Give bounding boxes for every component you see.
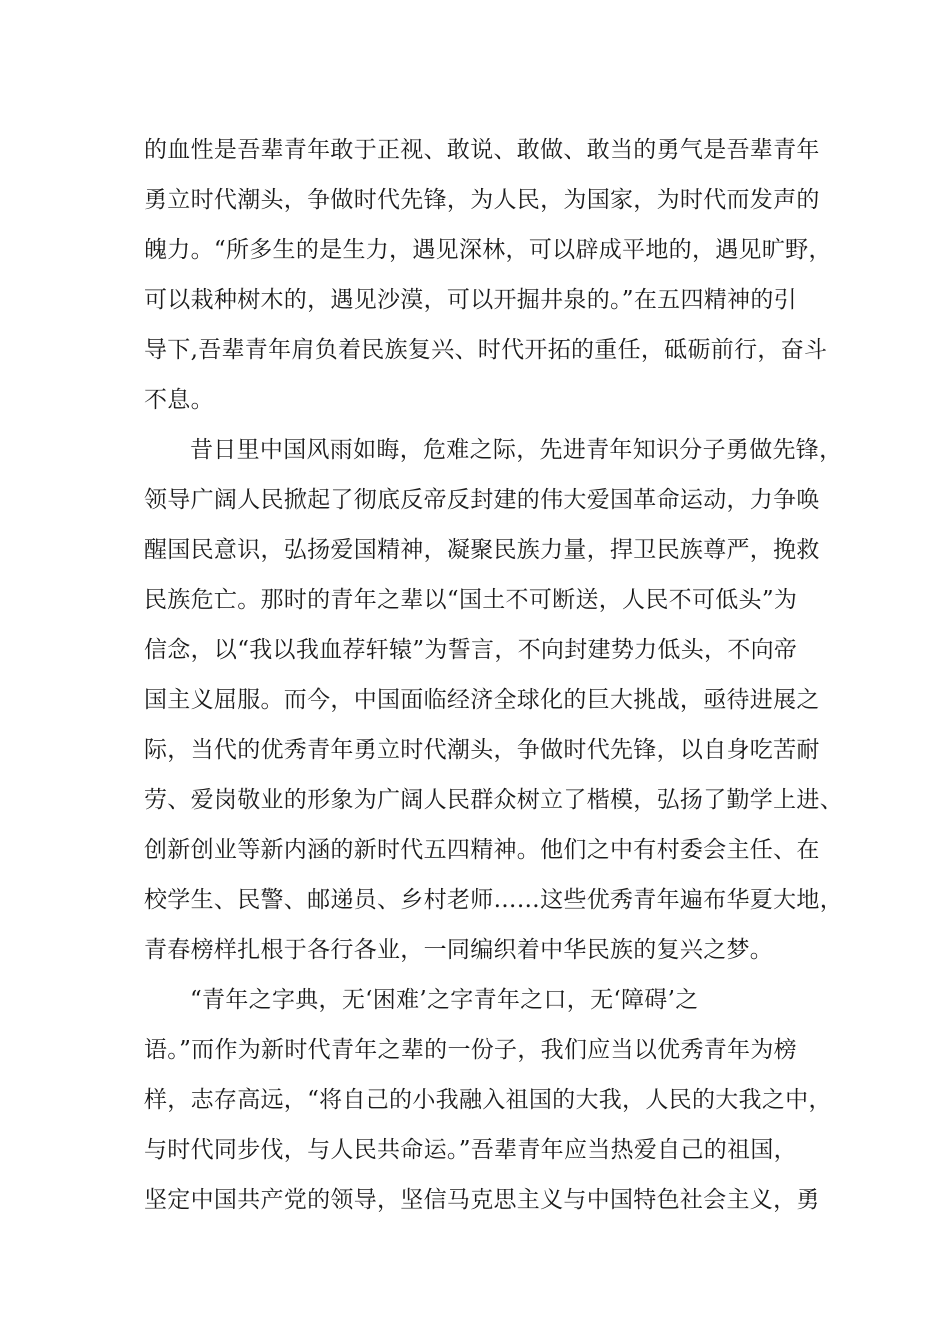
text-line: 领导广阔人民掀起了彻底反帝反封建的伟大爱国革命运动，力争唤 (144, 487, 820, 513)
text-line: 坚定中国共产党的领导，坚信马克思主义与中国特色社会主义，勇 (144, 1187, 820, 1213)
text-line: 导下,吾辈青年肩负着民族复兴、时代开拓的重任，砥砺前行，奋斗 (144, 337, 828, 363)
text-line: 国主义屈服。而今，中国面临经济全球化的巨大挑战，亟待进展之 (144, 687, 820, 713)
text-line: 样，志存高远，“将自己的小我融入祖国的大我，人民的大我之中， (144, 1087, 832, 1113)
text-line: “青年之字典，无‘困难’之字青年之口，无‘障碍’之 (190, 987, 699, 1013)
text-line: 魄力。“所多生的是生力，遇见深林，可以辟成平地的，遇见旷野， (144, 237, 832, 263)
text-line: 勇立时代潮头，争做时代先锋，为人民，为国家，为时代而发声的 (144, 187, 820, 213)
text-line: 可以栽种树木的，遇见沙漠，可以开掘井泉的。”在五四精神的引 (144, 287, 797, 313)
text-line: 醒国民意识，弘扬爱国精神，凝聚民族力量，捍卫民族尊严，挽救 (144, 537, 820, 563)
text-line: 语。”而作为新时代青年之辈的一份子，我们应当以优秀青年为榜 (144, 1037, 797, 1063)
text-line: 校学生、民警、邮递员、乡村老师……这些优秀青年遍布华夏大地， (144, 887, 843, 913)
text-line: 劳、爱岗敬业的形象为广阔人民群众树立了楷模，弘扬了勤学上进、 (144, 787, 843, 813)
text-line: 与时代同步伐，与人民共命运。”吾辈青年应当热爱自己的祖国， (144, 1137, 797, 1163)
text-line: 昔日里中国风雨如晦，危难之际，先进青年知识分子勇做先锋， (190, 437, 843, 463)
text-line: 创新创业等新内涵的新时代五四精神。他们之中有村委会主任、在 (144, 837, 820, 863)
text-line: 不息。 (144, 387, 214, 413)
text-line: 民族危亡。那时的青年之辈以“国土不可断送，人民不可低头”为 (144, 587, 798, 613)
text-line: 信念，以“我以我血荐轩辕”为誓言，不向封建势力低头，不向帝 (144, 637, 798, 663)
text-line: 际，当代的优秀青年勇立时代潮头，争做时代先锋，以自身吃苦耐 (144, 737, 820, 763)
text-line: 的血性是吾辈青年敢于正视、敢说、敢做、敢当的勇气是吾辈青年 (144, 137, 820, 163)
text-line: 青春榜样扎根于各行各业，一同编织着中华民族的复兴之梦。 (144, 937, 774, 963)
